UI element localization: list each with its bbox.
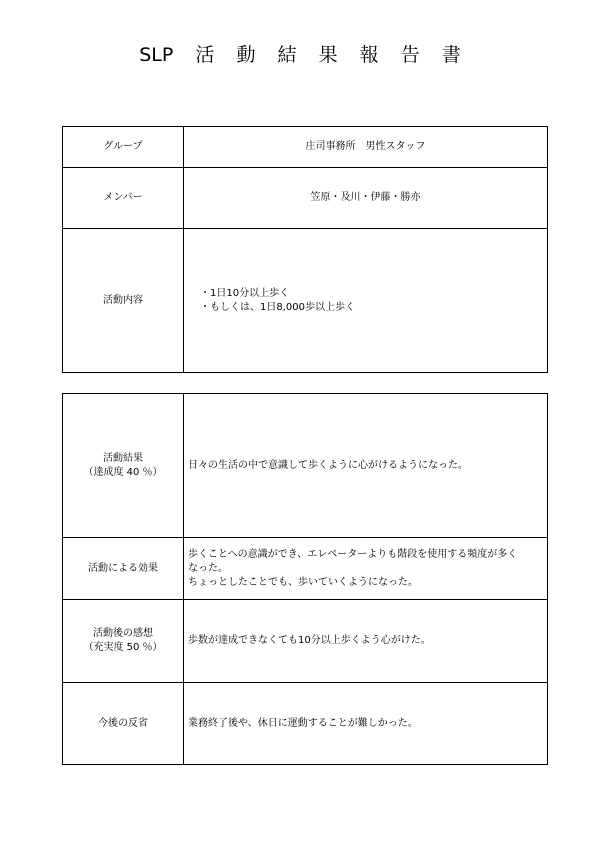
members-row xyxy=(63,168,548,229)
result-label-title: 活動結果 xyxy=(103,452,143,464)
title-char: 報 xyxy=(359,44,379,66)
activity-row xyxy=(63,229,548,373)
reflection-row xyxy=(63,683,548,765)
title-char: 動 xyxy=(236,44,256,66)
reflection-label: 今後の反省 xyxy=(63,683,184,765)
members-value: 笠原・及川・伊藤・勝亦 xyxy=(184,168,548,229)
group-value: 庄司事務所 男性スタッフ xyxy=(184,127,548,168)
effect-value xyxy=(184,538,548,600)
impression-label-rate: （充実度 50 ％） xyxy=(83,642,163,653)
effect-label: 活動による効果 xyxy=(63,538,184,600)
report-title xyxy=(0,40,600,67)
title-char: 活 xyxy=(195,44,215,66)
result-value: 日々の生活の中で意識して歩くように心がけるようになった。 xyxy=(184,394,548,538)
title-char: 結 xyxy=(277,44,297,66)
title-char: 果 xyxy=(318,44,338,66)
title-char: 書 xyxy=(441,44,461,66)
effect-row xyxy=(63,538,548,600)
overview-table xyxy=(62,126,548,373)
members-label: メンバー xyxy=(63,168,184,229)
effect-line: ちょっとしたことでも、歩いていくようになった。 xyxy=(188,576,418,588)
impression-row xyxy=(63,600,548,683)
title-char: SLP xyxy=(139,44,174,66)
activity-line: ・もしくは、1日8,000歩以上歩く xyxy=(200,301,355,313)
title-char: 告 xyxy=(400,44,420,66)
reflection-value: 業務終了後や、休日に運動することが難しかった。 xyxy=(184,683,548,765)
effect-line: なった。 xyxy=(188,562,228,574)
result-label-rate: （達成度 40 ％） xyxy=(83,466,163,478)
impression-label xyxy=(63,600,184,683)
group-row xyxy=(63,127,548,168)
impression-label-title: 活動後の感想 xyxy=(93,628,153,639)
activity-line: ・1日10分以上歩く xyxy=(200,287,290,299)
activity-label: 活動内容 xyxy=(63,229,184,373)
result-row xyxy=(63,394,548,538)
impression-value: 歩数が達成できなくても10分以上歩くよう心がけた。 xyxy=(184,600,548,683)
result-label xyxy=(63,394,184,538)
activity-value xyxy=(184,229,548,373)
effect-line: 歩くことへの意識ができ、エレベーターよりも階段を使用する頻度が多く xyxy=(188,548,518,560)
group-label: グループ xyxy=(63,127,184,168)
results-table xyxy=(62,393,548,765)
